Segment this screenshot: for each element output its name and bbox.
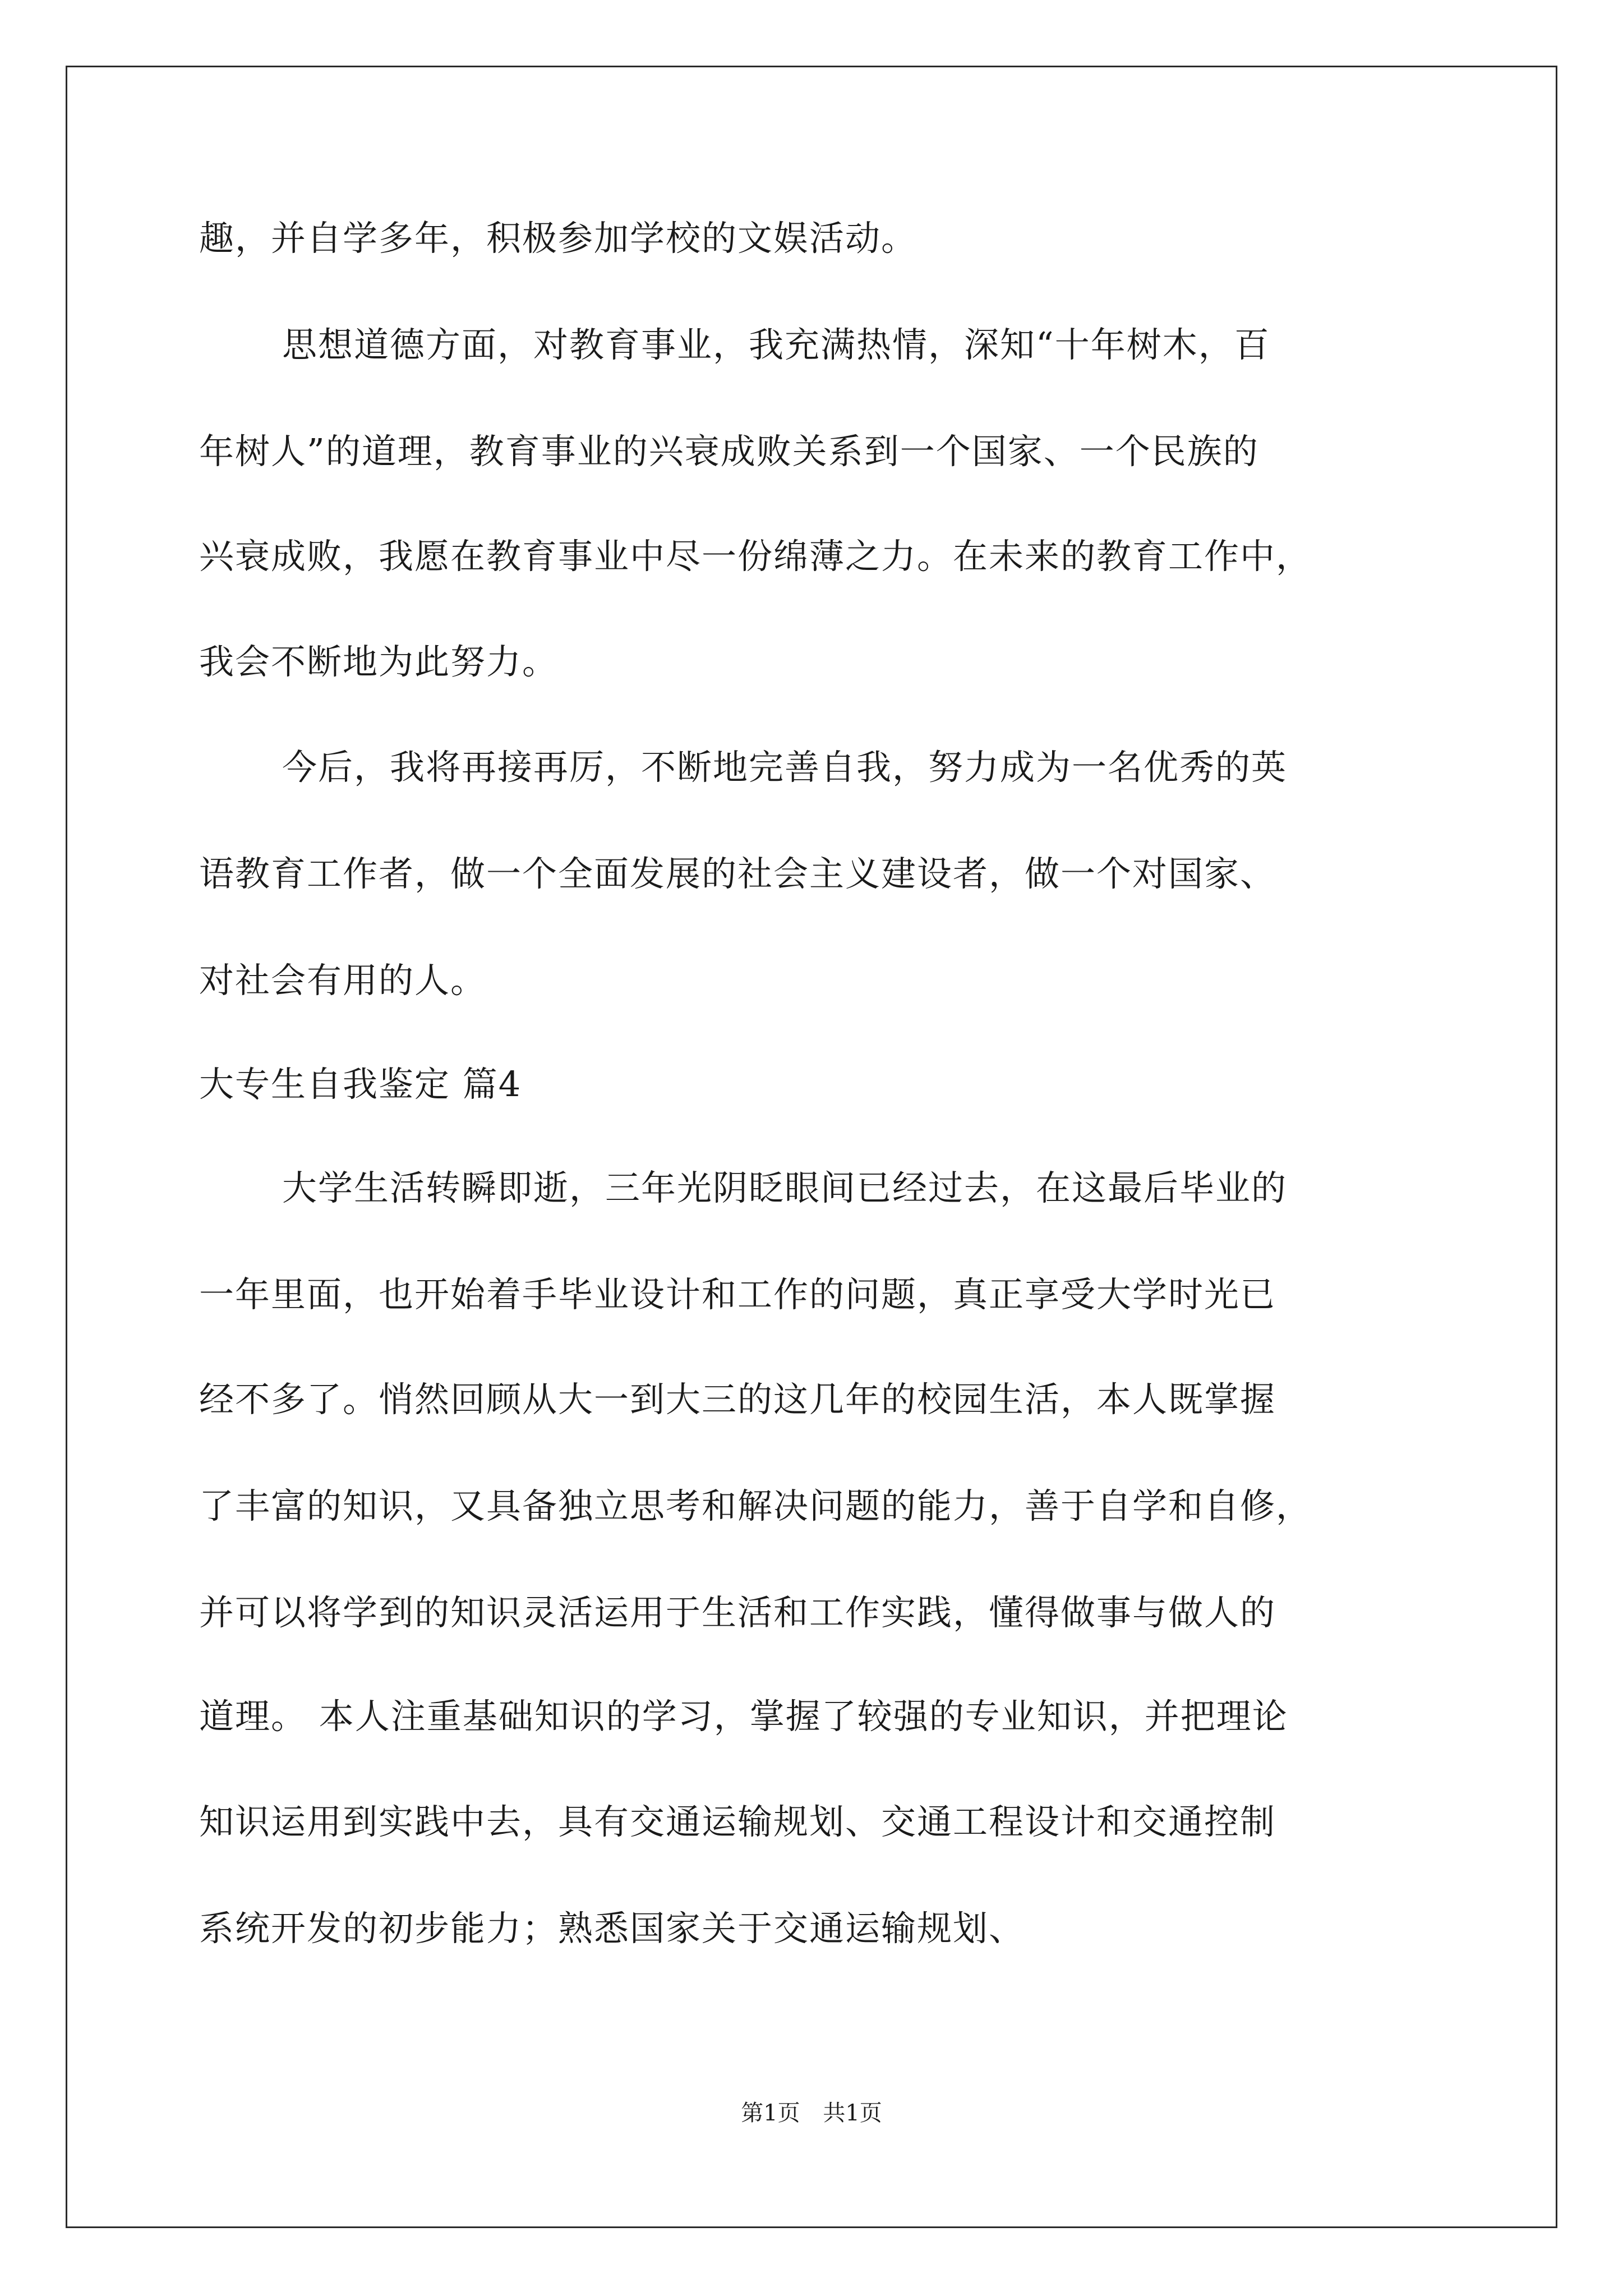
text-line: 趣，并自学多年，积极参加学校的文娱活动。 <box>199 218 917 259</box>
text-line: 思想道德方面，对教育事业，我充满热情，深知“十年树木，百 <box>282 324 1270 365</box>
text-line: 大学生活转瞬即逝，三年光阴眨眼间已经过去，在这最后毕业的 <box>282 1167 1288 1208</box>
text-line: 经不多了。悄然回顾从大一到大三的这几年的校园生活，本人既掌握 <box>199 1379 1276 1420</box>
text-line: 对社会有用的人。 <box>199 960 487 1001</box>
text-line: 兴衰成败，我愿在教育事业中尽一份绵薄之力。在未来的教育工作中， <box>199 536 1312 577</box>
section-heading: 大专生自我鉴定 篇4 <box>199 1064 522 1105</box>
text-line: 今后，我将再接再厉，不断地完善自我，努力成为一名优秀的英 <box>282 747 1288 788</box>
text-line: 一年里面，也开始着手毕业设计和工作的问题，真正享受大学时光已 <box>199 1274 1276 1315</box>
text-line: 了丰富的知识，又具备独立思考和解决问题的能力，善于自学和自修， <box>199 1485 1312 1526</box>
text-line: 语教育工作者，做一个全面发展的社会主义建设者，做一个对国家、 <box>199 853 1276 894</box>
page-border <box>66 66 1557 2228</box>
page-footer <box>0 2099 1623 2127</box>
text-line: 道理。 本人注重基础知识的学习，掌握了较强的专业知识，并把理论 <box>199 1696 1288 1737</box>
text-line: 系统开发的初步能力；熟悉国家关于交通运输规划、 <box>199 1908 1025 1949</box>
text-line: 我会不断地为此努力。 <box>199 641 559 682</box>
text-line: 知识运用到实践中去，具有交通运输规划、交通工程设计和交通控制 <box>199 1801 1276 1842</box>
text-line: 年树人”的道理，教育事业的兴衰成败关系到一个国家、一个民族的 <box>199 431 1259 472</box>
page-number: 第1页 <box>741 2100 800 2126</box>
page-total: 共1页 <box>823 2100 882 2126</box>
text-line: 并可以将学到的知识灵活运用于生活和工作实践，懂得做事与做人的 <box>199 1592 1276 1633</box>
